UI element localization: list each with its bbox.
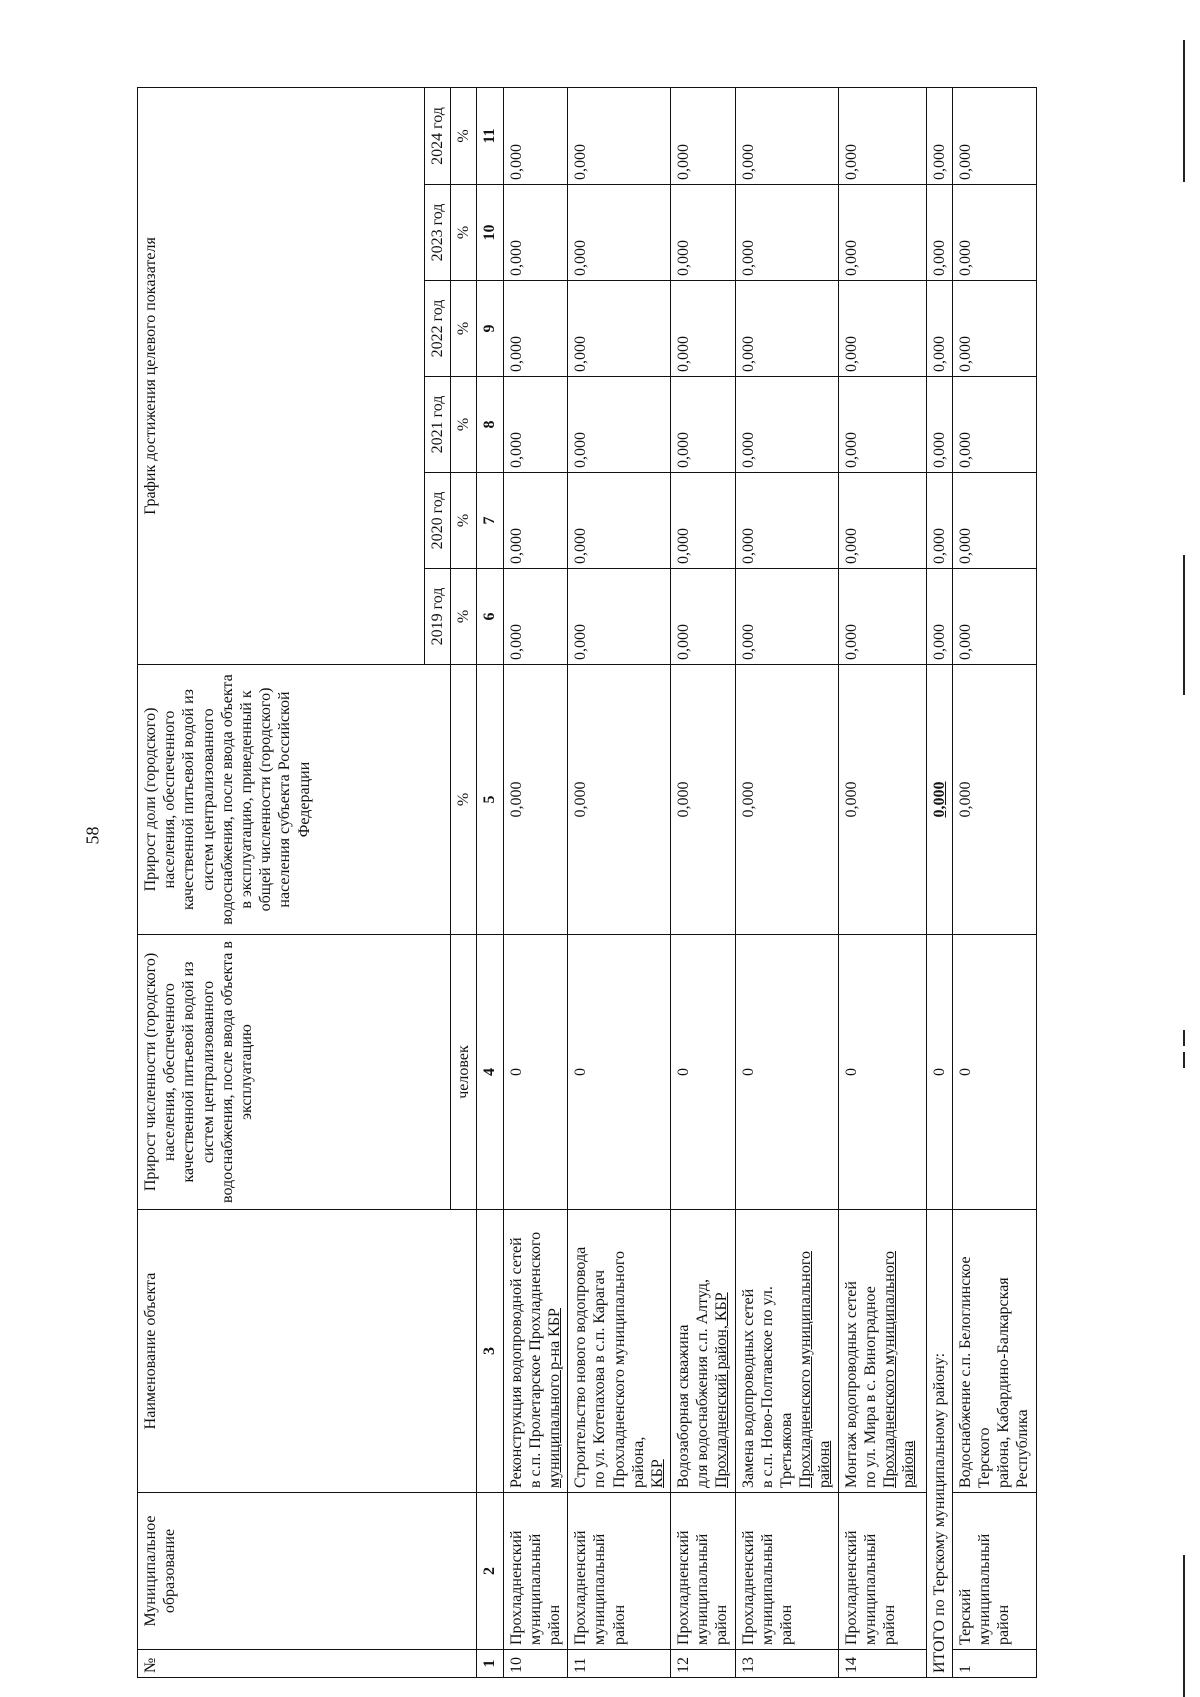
margin-mark xyxy=(1183,1052,1185,1068)
row-number: 13 xyxy=(735,1650,838,1678)
object-name-line: Реконструкция водопроводной сетей xyxy=(507,1237,525,1488)
year-value: 0,000 xyxy=(568,377,671,473)
share-value: 0,000 xyxy=(735,665,838,935)
total-year-value: 0,000 xyxy=(926,473,952,569)
unit-percent: % xyxy=(451,281,477,377)
year-value: 0,000 xyxy=(503,473,568,569)
year-value: 0,000 xyxy=(838,569,926,665)
column-numbers-row xyxy=(477,87,503,1677)
year-value: 0,000 xyxy=(735,569,838,665)
table-row xyxy=(568,87,671,1677)
total-row xyxy=(926,87,952,1677)
year-value: 0,000 xyxy=(671,185,736,281)
table-body xyxy=(503,87,1036,1677)
object-name-cell xyxy=(952,1210,1036,1493)
share-value: 0,000 xyxy=(503,665,568,935)
rotated-sheet xyxy=(137,88,1122,1678)
unit-people: человек xyxy=(451,935,477,1210)
year-value: 0,000 xyxy=(735,281,838,377)
unit-percent: % xyxy=(451,665,477,935)
year-header: 2021 год xyxy=(425,377,451,473)
col-number: 9 xyxy=(477,281,503,377)
object-name-cell xyxy=(735,1210,838,1493)
object-name-line: Прохладненского муниципального района xyxy=(880,1250,918,1488)
year-value: 0,000 xyxy=(671,569,736,665)
year-value: 0,000 xyxy=(952,377,1036,473)
col-number: 11 xyxy=(477,87,503,184)
object-name-line: в с.п. Пролетарское Прохладненского xyxy=(526,1231,544,1488)
col-number: 3 xyxy=(477,1210,503,1493)
col-number: 2 xyxy=(477,1493,503,1650)
row-number: 11 xyxy=(568,1650,671,1678)
year-header: 2023 год xyxy=(425,185,451,281)
object-name-line: Прохладненский район, КБР xyxy=(713,1292,731,1488)
object-name-line: Прохладненского муниципального района, xyxy=(610,1250,647,1488)
margin-mark xyxy=(1183,1555,1185,1697)
header-share-increase: Прирост доли (городского) населения, обеспеченного качественной питьевой водой из систем централизованного водоснабжения, после ввода объекта в эксплуатацию, приведенный к общей численности (городского) населения субъекта Российской Федерации xyxy=(138,665,451,935)
year-value: 0,000 xyxy=(952,569,1036,665)
object-name-line: района, Кабардино-Балкарская Республика xyxy=(995,1277,1032,1488)
people-value: 0 xyxy=(952,935,1036,1210)
year-value: 0,000 xyxy=(503,377,568,473)
year-value: 0,000 xyxy=(838,281,926,377)
header-population-increase: Прирост численности (городского) населения, обеспеченного качественной питьевой водой из систем централизованного водоснабжения, после ввода объекта в эксплуатацию xyxy=(138,935,451,1210)
row-number: 10 xyxy=(503,1650,568,1678)
margin-mark xyxy=(1183,555,1185,695)
total-year-value: 0,000 xyxy=(926,281,952,377)
year-value: 0,000 xyxy=(568,281,671,377)
share-value: 0,000 xyxy=(952,665,1036,935)
header-schedule: График достижения целевого показателя xyxy=(138,87,425,664)
municipality-cell: Прохладненский муниципальный район xyxy=(503,1493,568,1650)
year-value: 0,000 xyxy=(671,281,736,377)
row-number: 1 xyxy=(952,1650,1036,1678)
year-value: 0,000 xyxy=(568,569,671,665)
year-value: 0,000 xyxy=(568,185,671,281)
unit-percent: % xyxy=(451,87,477,184)
year-value: 0,000 xyxy=(735,377,838,473)
municipality-cell: Прохладненский муниципальный район xyxy=(671,1493,736,1650)
header-no: № xyxy=(138,1650,477,1678)
object-name-line: Прохладненского муниципального района xyxy=(797,1250,834,1488)
table-row xyxy=(735,87,838,1677)
total-year-value: 0,000 xyxy=(926,377,952,473)
unit-percent: % xyxy=(451,473,477,569)
col-number: 6 xyxy=(477,569,503,665)
table-row xyxy=(952,87,1036,1677)
year-value: 0,000 xyxy=(568,473,671,569)
row-number: 12 xyxy=(671,1650,736,1678)
table-row xyxy=(838,87,926,1677)
year-value: 0,000 xyxy=(952,185,1036,281)
year-value: 0,000 xyxy=(838,473,926,569)
year-value: 0,000 xyxy=(952,473,1036,569)
object-name-line: в с.п. Ново-Полтавское по ул. Третьякова xyxy=(758,1286,795,1488)
year-value: 0,000 xyxy=(838,377,926,473)
target-indicator-table xyxy=(137,87,1037,1678)
year-header: 2020 год xyxy=(425,473,451,569)
year-header: 2019 год xyxy=(425,569,451,665)
object-name-cell xyxy=(503,1210,568,1493)
object-name-line: по ул. Мира в с. Виноградное xyxy=(861,1286,879,1488)
year-value: 0,000 xyxy=(838,87,926,184)
year-value: 0,000 xyxy=(503,87,568,184)
year-value: 0,000 xyxy=(671,473,736,569)
table-row xyxy=(671,87,736,1677)
municipality-cell: Прохладненский муниципальный район xyxy=(838,1493,926,1650)
year-header: 2022 год xyxy=(425,281,451,377)
year-value: 0,000 xyxy=(671,87,736,184)
table-row xyxy=(503,87,568,1677)
object-name-cell xyxy=(838,1210,926,1493)
header-object-name: Наименование объекта xyxy=(138,1210,477,1493)
year-value: 0,000 xyxy=(735,473,838,569)
total-share: 0,000 xyxy=(926,665,952,935)
col-number: 8 xyxy=(477,377,503,473)
margin-mark xyxy=(1183,1030,1185,1046)
year-value: 0,000 xyxy=(503,185,568,281)
object-name-line: КБР xyxy=(648,1459,666,1488)
col-number: 10 xyxy=(477,185,503,281)
year-value: 0,000 xyxy=(952,281,1036,377)
header-row xyxy=(138,87,425,1677)
object-name-cell xyxy=(568,1210,671,1493)
people-value: 0 xyxy=(671,935,736,1210)
year-value: 0,000 xyxy=(735,87,838,184)
margin-mark xyxy=(1183,40,1185,182)
share-value: 0,000 xyxy=(671,665,736,935)
people-value: 0 xyxy=(735,935,838,1210)
unit-percent: % xyxy=(451,377,477,473)
unit-percent: % xyxy=(451,185,477,281)
object-name-line: для водоснабжения с.п. Алтуд, xyxy=(694,1278,712,1488)
col-number: 4 xyxy=(477,935,503,1210)
people-value: 0 xyxy=(568,935,671,1210)
col-number: 5 xyxy=(477,665,503,935)
object-name-line: по ул. Котепахова в с.п. Карагач xyxy=(591,1269,609,1488)
object-name-line: Водоснабжение с.п. Белоглинское Терского xyxy=(956,1256,993,1488)
object-name-line: Строительство нового водопровода xyxy=(572,1246,590,1488)
year-header: 2024 год xyxy=(425,87,451,184)
year-value: 0,000 xyxy=(952,87,1036,184)
col-number: 1 xyxy=(477,1650,503,1678)
total-year-value: 0,000 xyxy=(926,87,952,184)
header-municipality: Муниципальное образование xyxy=(138,1493,477,1650)
object-name-line: муниципального р-на КБР xyxy=(545,1308,563,1488)
object-name-line: Водозаборная скважина xyxy=(675,1324,693,1488)
share-value: 0,000 xyxy=(838,665,926,935)
object-name-cell xyxy=(671,1210,736,1493)
year-value: 0,000 xyxy=(568,87,671,184)
municipality-cell: Прохладненский муниципальный район xyxy=(735,1493,838,1650)
col-number: 7 xyxy=(477,473,503,569)
share-value: 0,000 xyxy=(568,665,671,935)
year-value: 0,000 xyxy=(671,377,736,473)
year-value: 0,000 xyxy=(838,185,926,281)
unit-percent: % xyxy=(451,569,477,665)
total-people: 0 xyxy=(926,935,952,1210)
year-value: 0,000 xyxy=(735,185,838,281)
object-name-line: Замена водопроводных сетей xyxy=(739,1288,757,1488)
year-value: 0,000 xyxy=(503,281,568,377)
total-label: ИТОГО по Терскому муниципальному району: xyxy=(926,1210,952,1678)
municipality-cell: Терский муниципальный район xyxy=(952,1493,1036,1650)
year-value: 0,000 xyxy=(503,569,568,665)
page-number: 58 xyxy=(82,826,103,845)
object-name-line: Монтаж водопроводных сетей xyxy=(842,1281,860,1488)
people-value: 0 xyxy=(503,935,568,1210)
row-number: 14 xyxy=(838,1650,926,1678)
people-value: 0 xyxy=(838,935,926,1210)
total-year-value: 0,000 xyxy=(926,185,952,281)
total-year-value: 0,000 xyxy=(926,569,952,665)
municipality-cell: Прохладненский муниципальный район xyxy=(568,1493,671,1650)
